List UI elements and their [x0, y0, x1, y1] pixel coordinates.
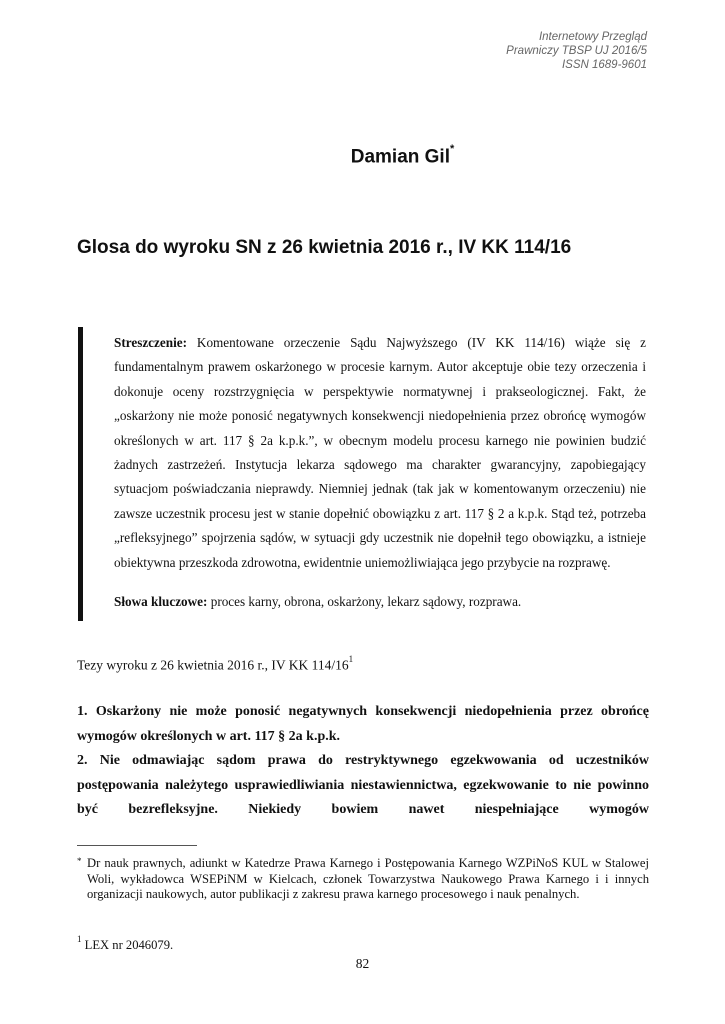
- theses-body: [77, 700, 649, 823]
- keywords-list: proces karny, obrona, oskarżony, lekarz sądowy, rozprawa.: [207, 594, 522, 609]
- journal-header: [387, 30, 647, 72]
- abstract-content: Komentowane orzeczenie Sądu Najwyższego (IV KK 114/16) wiąże się z fundamentalnym prawem oskarżonego w procesie karnym. Autor akceptuje obie tezy orzeczenia i dokonuje oceny rozstrzygnięcia w perspektywie normatywnej i prakseologicznej. Fakt, że „oskarżony nie może ponosić negatywnych konsekwencji niedopełnienia przez obrońcę wymogów określonych w art. 117 § 2a k.p.k.”, w obecnym modelu procesu karnego nie powinien budzić żadnych zastrzeżeń. Instytucja lekarza sądowego ma charakter gwarancyjny, zapobiegający sytuacjom poświadczania nieprawdy. Niemniej jednak (tak jak w komentowanym orzeczeniu) nie zawsze uczestnik procesu jest w stanie dopełnić obowiązku z art. 117 § 2 a k.p.k. Stąd też, potrzeba „refleksyjnego” spojrzenia sądów, w sytuacji gdy uczestnik nie dopełnił tego obowiązku, a istnieje obiektywna przeszkoda zdrowotna, ewidentnie uniemożliwiająca jego przybycie na rozprawę.: [114, 335, 646, 570]
- keywords: [114, 593, 646, 611]
- abstract-text: [114, 331, 646, 575]
- footnote-author: [77, 856, 649, 903]
- footnote-1-text: LEX nr 2046079.: [81, 938, 174, 953]
- article-title: Glosa do wyroku SN z 26 kwietnia 2016 r., IV KK 114/16: [77, 237, 572, 258]
- footnote-author-mark: *: [77, 856, 82, 866]
- page-number: 82: [355, 956, 370, 971]
- author-name-text: Damian Gil: [350, 146, 450, 168]
- keywords-label: Słowa kluczowe:: [114, 594, 208, 609]
- author-footnote-mark[interactable]: *: [449, 143, 455, 155]
- footnote-separator: [77, 845, 197, 846]
- abstract-label: Streszczenie:: [114, 335, 187, 350]
- journal-name-line2: Prawniczy TBSP UJ 2016/5: [506, 45, 647, 57]
- abstract-block: [78, 327, 648, 621]
- footnote-author-text: Dr nauk prawnych, adiunkt w Katedrze Prawa Karnego i Postępowania Karnego WZPiNoS KUL w Stalowej Woli, wykładowca WSEPiNM w Kielcach, członek Towarzystwa Naukowego Prawa Karnego i i innych organizacji naukowych, autor publikacji z zakresu prawa karnego procesowego i nauk penalnych.: [87, 856, 649, 901]
- journal-issn: ISSN 1689-9601: [561, 59, 647, 71]
- theses-heading: [77, 652, 637, 675]
- footnote-1: [77, 934, 649, 954]
- thesis-2: 2. Nie odmawiając sądom prawa do restryktywnego egzekwowania od uczestników postępowania należytego usprawiedliwiania niestawiennictwa, egzekwowanie to nie powinno być bezrefleksyjne. Niekiedy bowiem nawet niespełniające wymogów: [77, 753, 649, 818]
- author-name: [0, 143, 725, 168]
- footnote-1-mark: 1: [77, 934, 82, 944]
- thesis-1: 1. Oskarżony nie może ponosić negatywnych konsekwencji niedopełnienia przez obrońcę wymogów określonych w art. 117 § 2a k.p.k.: [77, 704, 649, 744]
- theses-heading-text: Tezy wyroku z 26 kwietnia 2016 r., IV KK 114/16: [77, 657, 349, 673]
- journal-name-line1: Internetowy Przegląd: [538, 31, 647, 43]
- theses-footnote-mark[interactable]: 1: [348, 654, 354, 664]
